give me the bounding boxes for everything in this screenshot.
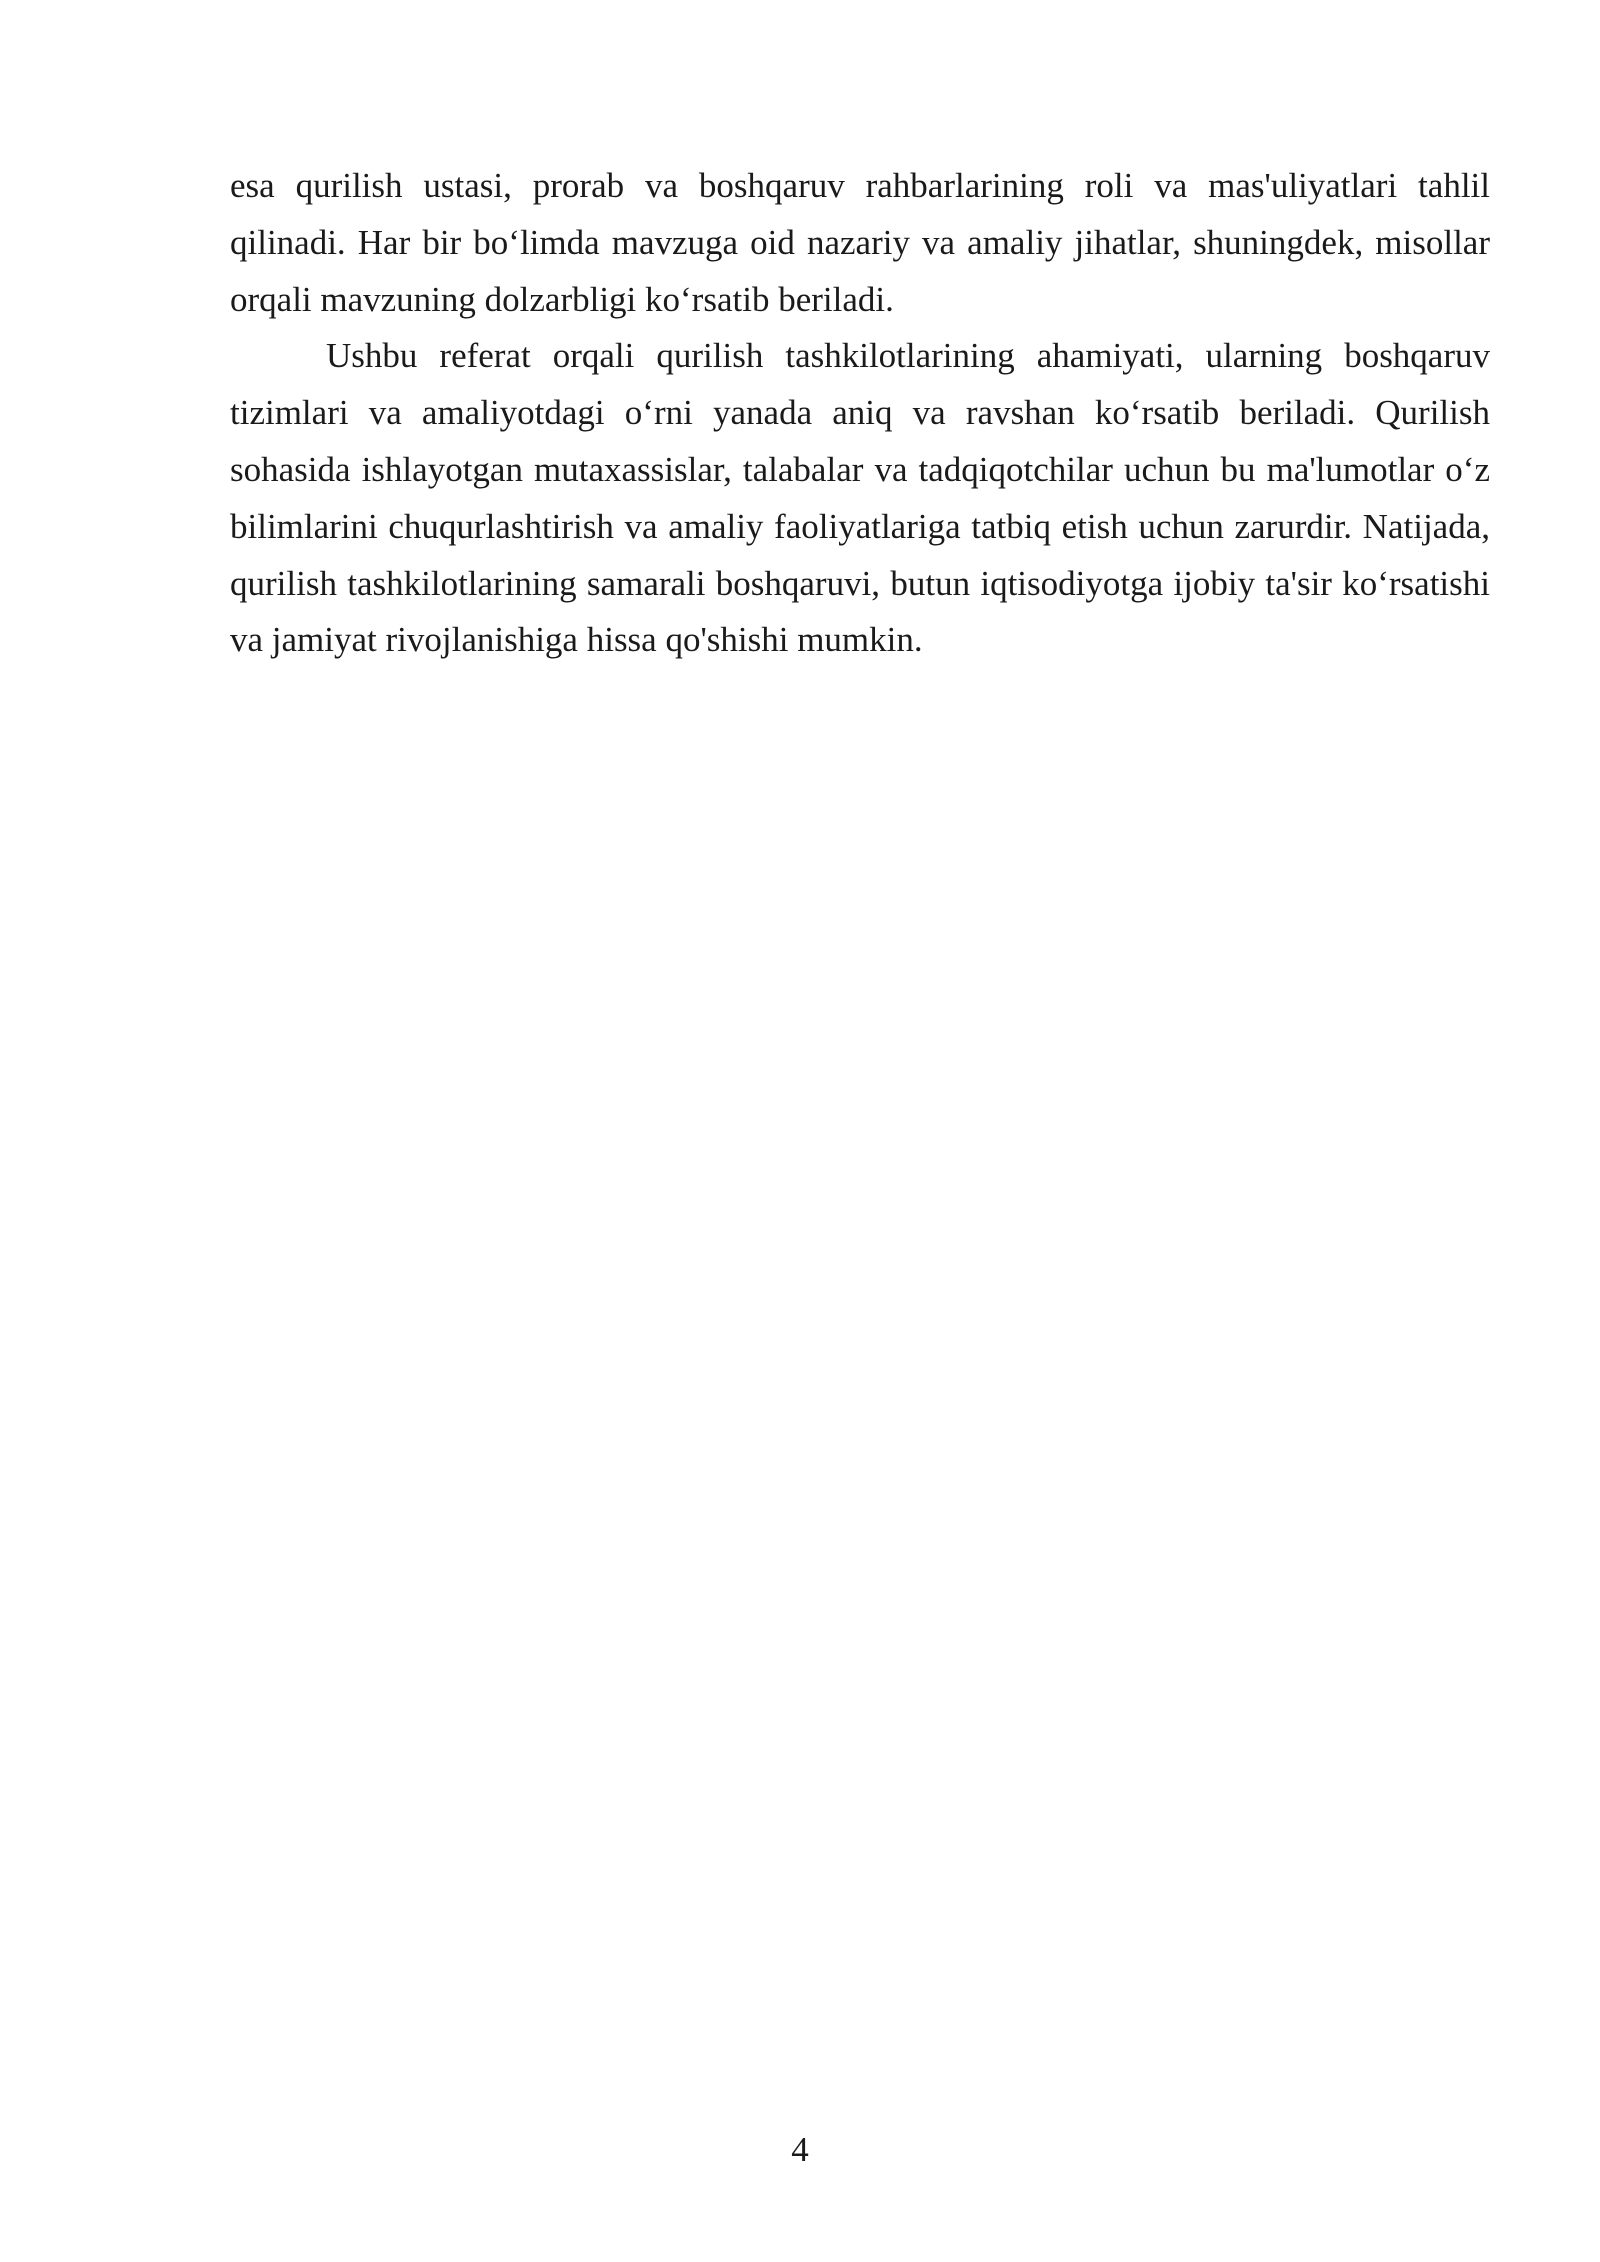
paragraph-continuation: esa qurilish ustasi, prorab va boshqaruv rahbarlarining roli va mas'uliyatlari tahlil qilinadi. Har bir bo‘limda mavzuga oid nazariy va amaliy jihatlar, shuningdek, misollar orqali mavzuning dolzarbligi ko‘rsatib beriladi. [230, 166, 1490, 319]
document-body [230, 158, 1490, 669]
page-number: 4 [791, 2130, 809, 2169]
paragraph-referat-summary: Ushbu referat orqali qurilish tashkilotlarining ahamiyati, ularning boshqaruv tizimlari va amaliyotdagi o‘rni yanada aniq va ravshan ko‘rsatib beriladi. Qurilish sohasida ishlayotgan mutaxassislar, talabalar va tadqiqotchilar uchun bu ma'lumotlar o‘z bilimlarini chuqurlashtirish va amaliy faoliyatlariga tatbiq etish uchun zarurdir. Natijada, qurilish tashkilotlarining samarali boshqaruvi, butun iqtisodiyotga ijobiy ta'sir ko‘rsatishi va jamiyat rivojlanishiga hissa qo'shishi mumkin. [230, 336, 1490, 660]
